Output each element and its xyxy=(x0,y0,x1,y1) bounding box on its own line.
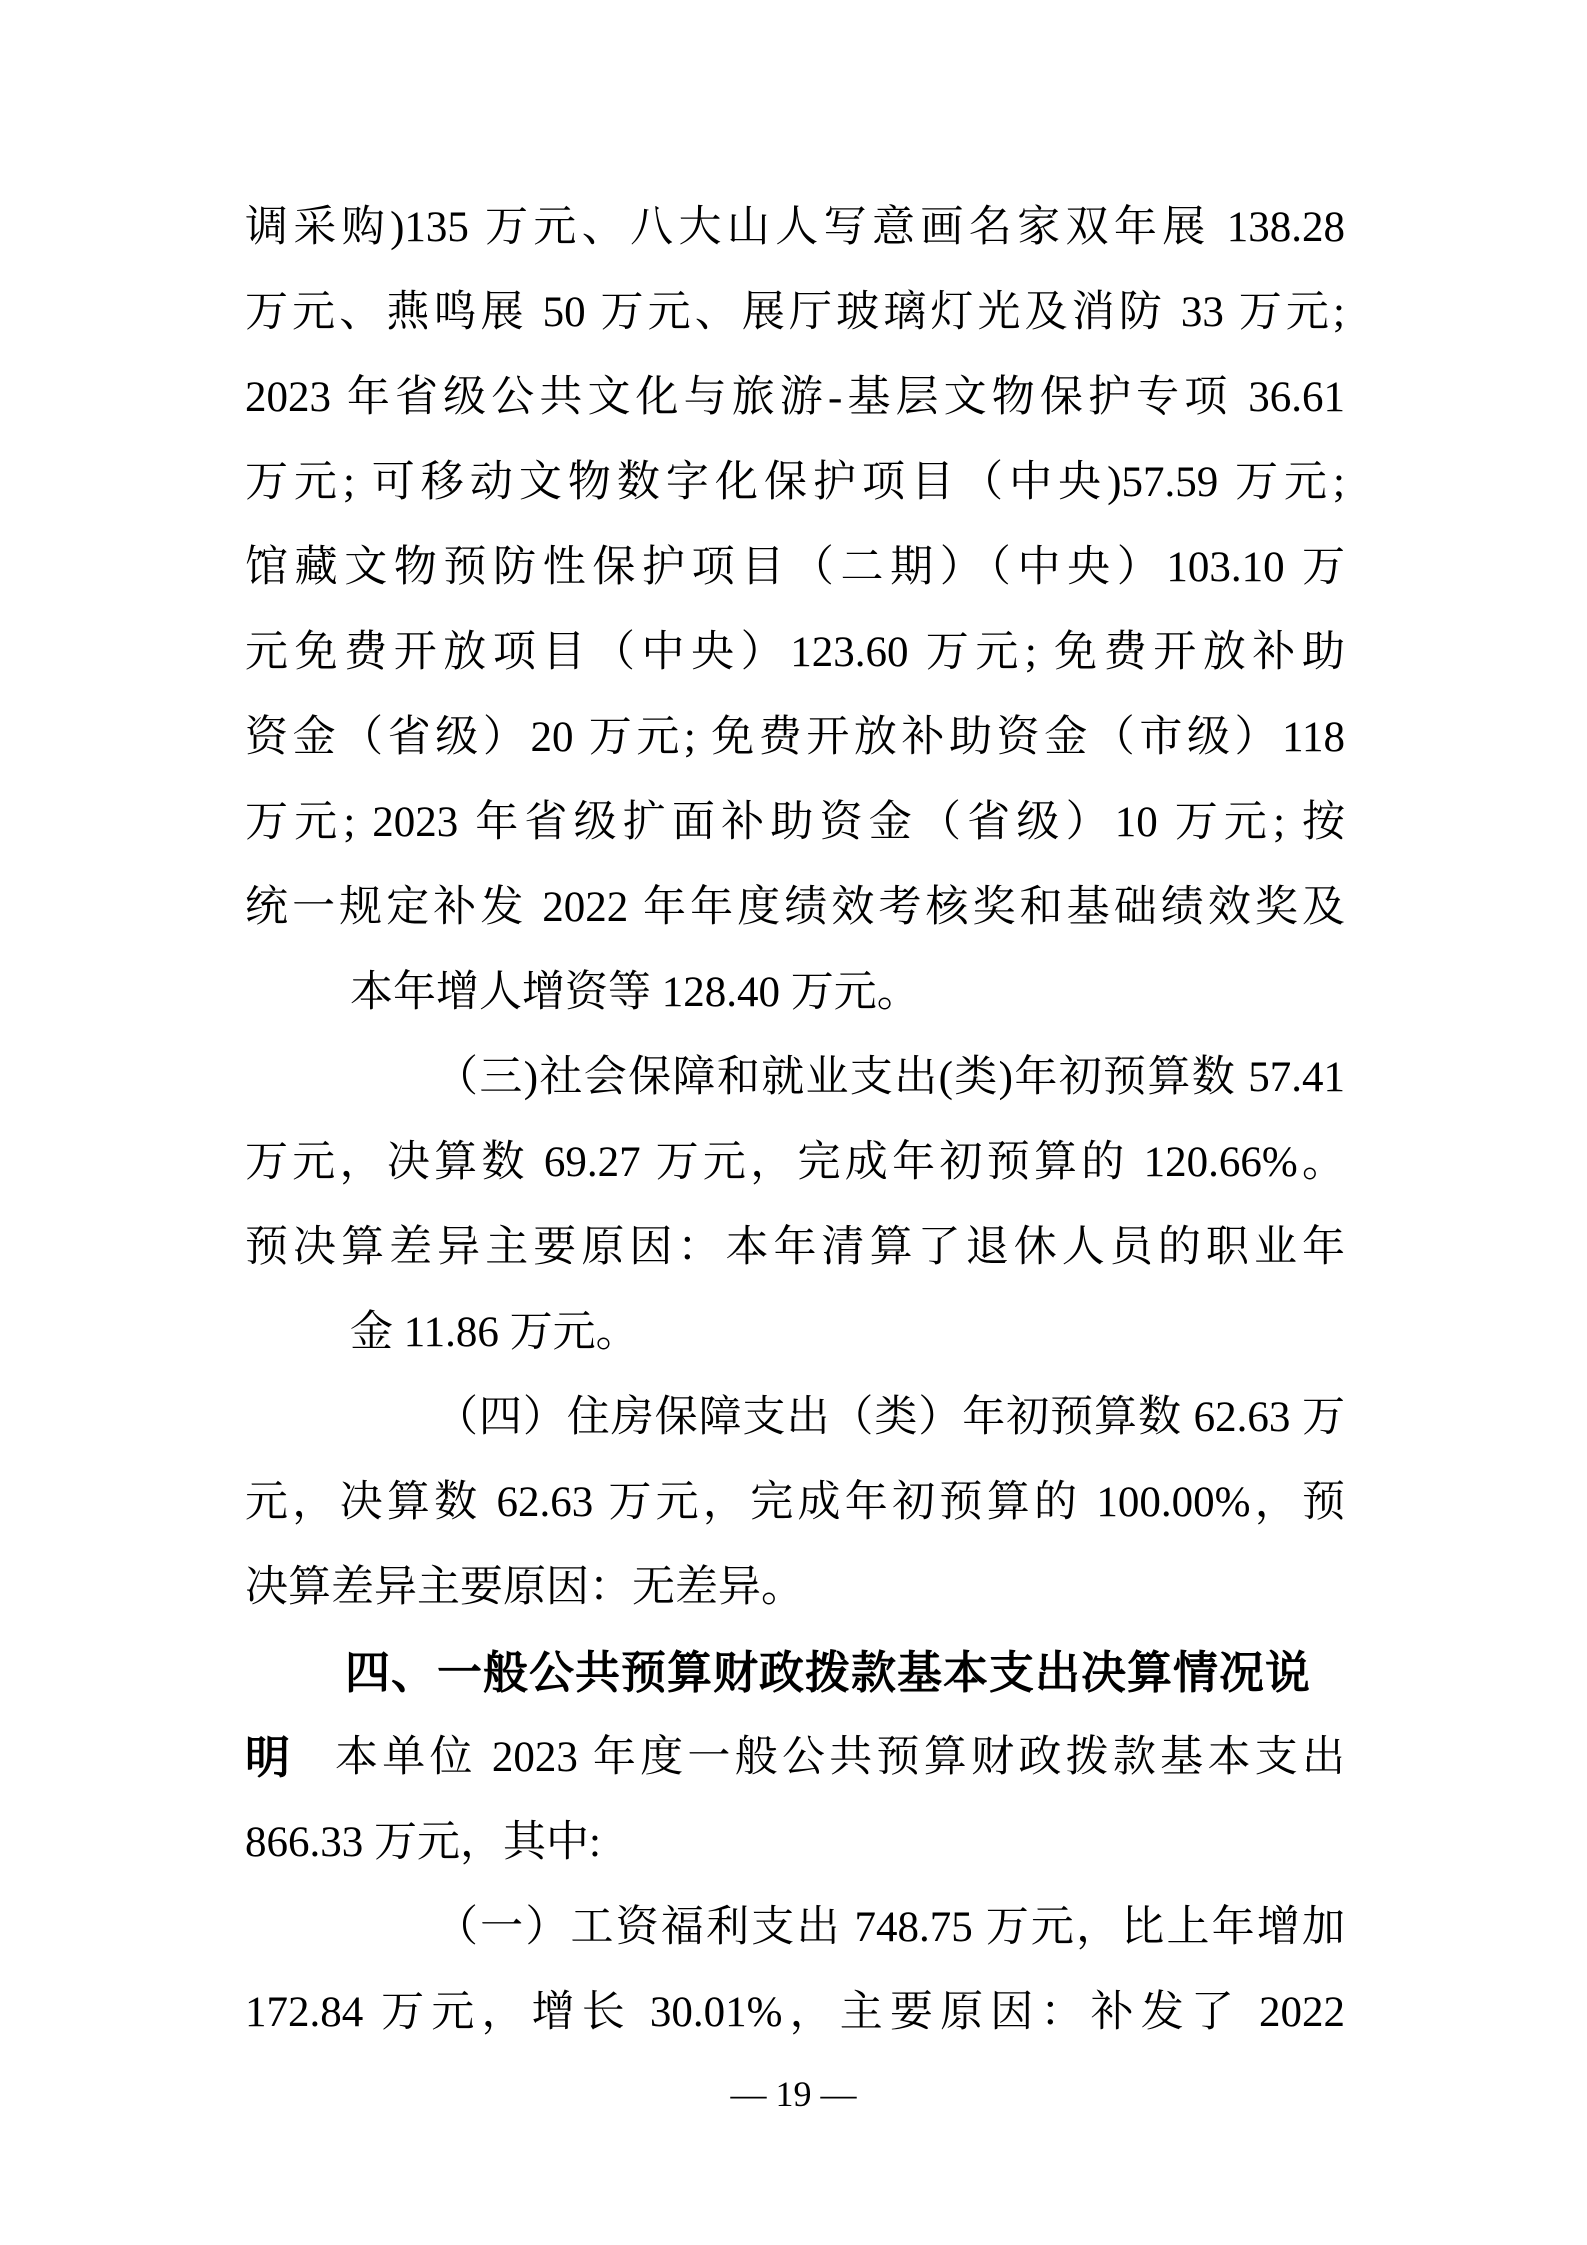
body-text-line: 调采购)135 万元、八大山人写意画名家双年展 138.28 xyxy=(245,204,1345,251)
body-text-line: 资金（省级）20 万元; 免费开放补助资金（市级）118 xyxy=(245,714,1345,761)
body-text-line: 万元; 2023 年省级扩面补助资金（省级）10 万元; 按 xyxy=(245,799,1345,846)
page-body xyxy=(245,185,1345,2055)
body-text-line: 万元、燕鸣展 50 万元、展厅玻璃灯光及消防 33 万元; xyxy=(245,289,1345,336)
body-text-line: 本单位 2023 年度一般公共预算财政拨款基本支出 xyxy=(335,1734,1345,1781)
body-text-line: 本年增人增资等 128.40 万元。 xyxy=(350,969,920,1016)
body-text-line: 2023 年省级公共文化与旅游-基层文物保护专项 36.61 xyxy=(245,374,1345,421)
page-number: — 19 — xyxy=(730,2074,857,2114)
body-text-line: 元免费开放项目（中央）123.60 万元; 免费开放补助 xyxy=(245,629,1345,676)
body-text-line: 馆藏文物预防性保护项目（二期）（中央）103.10 万 xyxy=(245,544,1345,591)
body-text-line: 金 11.86 万元。 xyxy=(350,1309,639,1356)
body-text-line: 决算差异主要原因：无差异。 xyxy=(245,1564,804,1611)
body-text-line: 万元，决算数 69.27 万元，完成年初预算的 120.66%。 xyxy=(245,1139,1345,1186)
body-text-line: 866.33 万元，其中: xyxy=(245,1819,601,1866)
body-text-line: （三)社会保障和就业支出(类)年初预算数 57.41 xyxy=(435,1054,1345,1101)
body-text-line: 172.84 万元，增长 30.01%，主要原因：补发了 2022 xyxy=(245,1989,1345,2036)
body-text-line: 万元; 可移动文物数字化保护项目（中央)57.59 万元; xyxy=(245,459,1345,506)
body-text-line: 元，决算数 62.63 万元，完成年初预算的 100.00%，预 xyxy=(245,1479,1345,1526)
section-heading: 四、一般公共预算财政拨款基本支出决算情况说明 xyxy=(245,1647,1312,1783)
body-text-line: （四）住房保障支出（类）年初预算数 62.63 万 xyxy=(435,1394,1345,1441)
body-text-line: （一）工资福利支出 748.75 万元，比上年增加 xyxy=(435,1904,1345,1951)
body-text-line: 预决算差异主要原因：本年清算了退休人员的职业年 xyxy=(245,1224,1345,1271)
body-text-line: 统一规定补发 2022 年年度绩效考核奖和基础绩效奖及 xyxy=(245,884,1345,931)
